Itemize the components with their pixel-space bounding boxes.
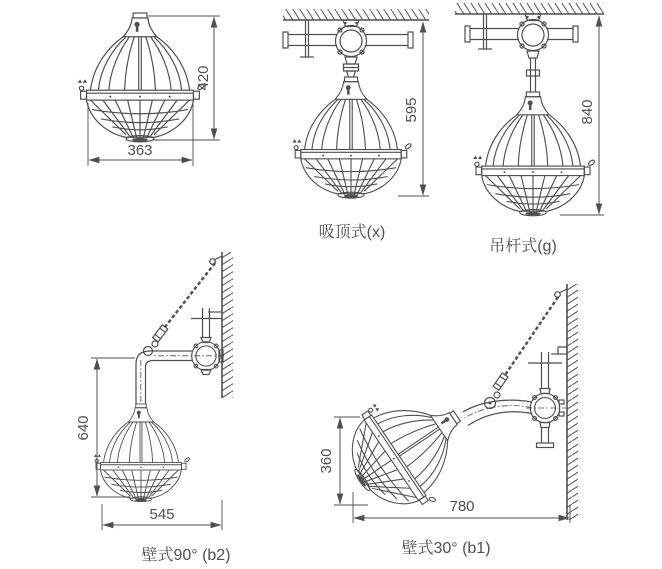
figure-wall-90 [75,252,233,564]
junction-box-drawing [336,26,367,57]
dim-value-640: 640 [75,415,92,441]
conduit-hanger [300,20,314,57]
figure-label-rod: 吊杆式(g) [489,238,557,255]
dimension-width-545 [102,500,222,530]
figure-label-wall30: 壁式30° (b1) [401,540,491,557]
figure-label-ceiling: 吸顶式(x) [318,224,386,241]
dim-value-780: 780 [449,498,475,515]
wall-anchor [210,256,222,264]
dim-value-840: 840 [579,99,596,125]
lamp-cage-drawing [292,77,412,198]
wall-hatching [567,284,578,520]
figure-rod-mount [455,3,604,255]
figure-label-wall90: 壁式90° (b2) [141,547,231,564]
lamp-cage-drawing [473,92,595,216]
turnbuckle [493,373,508,390]
ceiling-hatching [283,9,429,20]
dim-value-595: 595 [403,97,420,123]
junction-box-drawing [518,20,549,51]
turnbuckle [153,325,168,342]
figure-front-view [78,13,220,166]
figure-wall-30 [318,284,578,557]
wall-hatching [222,252,233,398]
dimension-height-840 [560,16,604,215]
junction-box-drawing [530,393,559,422]
lamp-cage-drawing [78,13,205,142]
dim-value-545: 545 [149,506,175,523]
dimension-height-640 [75,358,135,497]
wall-arm-pipe [463,400,532,425]
dim-value-363: 363 [127,142,153,159]
ceiling-hatching [455,3,604,14]
wall-arm-pipe [136,351,192,404]
figure-ceiling-mount [283,9,429,241]
conduit-pipes [283,32,413,48]
wall-box-fittings [528,347,567,448]
pendant-rod [527,51,540,92]
chain-link [152,341,158,347]
support-chain [165,263,215,327]
lamp-cage-drawing [94,404,190,502]
conduit-hanger [478,14,492,49]
dimension-width-780 [353,492,570,523]
dim-value-420: 420 [195,65,212,91]
wall-anchor [555,289,567,297]
dim-value-360: 360 [318,448,335,474]
lamp-neck [344,57,359,77]
chain-link [494,392,500,398]
